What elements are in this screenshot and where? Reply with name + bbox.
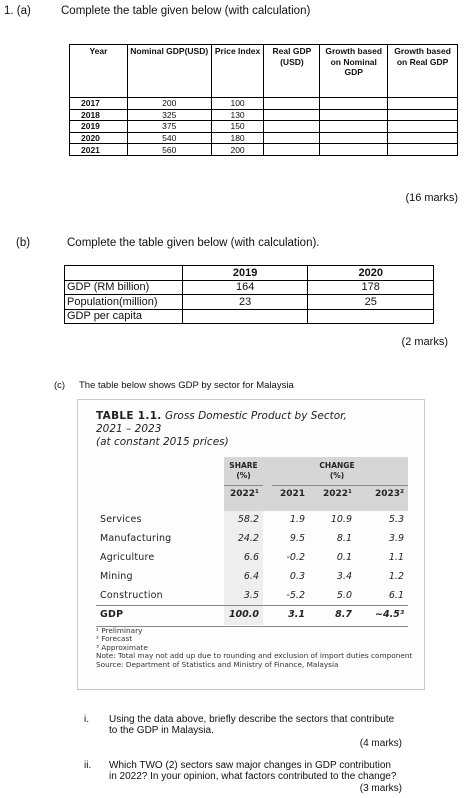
table-row xyxy=(96,587,408,606)
year-header-2023: 2023² xyxy=(375,489,404,499)
year-header-share: 2022¹ xyxy=(230,489,259,499)
year-header-2021: 2021 xyxy=(279,489,305,499)
question-number-1a: 1. (a) xyxy=(4,5,31,17)
value-2020: 25 xyxy=(308,295,434,310)
real-gdp-cell[interactable] xyxy=(264,109,320,121)
header-price-index: Price Index xyxy=(211,45,264,98)
header-year: Year xyxy=(70,45,128,98)
marks-c-i: (4 marks) xyxy=(359,738,402,749)
growth-real-cell[interactable] xyxy=(388,121,458,133)
header-nominal-gdp: Nominal GDP(USD) xyxy=(127,45,211,98)
table-1b xyxy=(64,265,434,324)
price-cell: 180 xyxy=(211,132,264,144)
table-row xyxy=(70,109,458,121)
share-value: 100.0 xyxy=(228,609,259,620)
change-2022: 3.4 xyxy=(336,571,352,582)
change-2021: -5.2 xyxy=(286,590,305,601)
subquestion-ii-line1: Which TWO (2) sectors saw major changes in GDP contribution xyxy=(109,760,391,771)
price-cell: 200 xyxy=(211,144,264,156)
growth-nominal-cell[interactable] xyxy=(320,121,388,133)
note-rounding: Note: Total may not add up due to rounding and exclusion of import duties component xyxy=(96,651,413,661)
change-2022: 10.9 xyxy=(330,514,352,525)
marks-1a: (16 marks) xyxy=(405,192,458,204)
table-row xyxy=(70,121,458,133)
header-blank xyxy=(65,266,183,281)
table-row xyxy=(65,280,434,295)
share-header-rule xyxy=(224,485,263,486)
change-2022: 8.7 xyxy=(335,609,352,620)
table-row xyxy=(96,549,408,568)
sector-name: GDP xyxy=(100,609,124,620)
value-2020[interactable] xyxy=(308,309,434,324)
change-2023: ~4.5³ xyxy=(375,609,404,620)
change-2021: 9.5 xyxy=(289,533,305,544)
share-value: 24.2 xyxy=(237,533,259,544)
growth-real-cell[interactable] xyxy=(388,144,458,156)
nominal-cell: 560 xyxy=(127,144,211,156)
question-title-1b: Complete the table given below (with calculation). xyxy=(67,237,320,249)
change-2023: 5.3 xyxy=(388,514,404,525)
growth-real-cell[interactable] xyxy=(388,98,458,110)
share-value: 3.5 xyxy=(243,590,259,601)
question-intro-1c: The table below shows GDP by sector for Malaysia xyxy=(79,380,294,391)
growth-real-cell[interactable] xyxy=(388,132,458,144)
header-2019: 2019 xyxy=(182,266,308,281)
question-number-1b: (b) xyxy=(16,237,31,249)
change-2023: 6.1 xyxy=(388,590,404,601)
value-2019: 164 xyxy=(182,280,308,295)
price-cell: 130 xyxy=(211,109,264,121)
change-2022: 8.1 xyxy=(336,533,352,544)
nominal-cell: 540 xyxy=(127,132,211,144)
header-growth-real: Growth based on Real GDP xyxy=(388,45,458,98)
table-row xyxy=(65,295,434,310)
share-header-unit: (%) xyxy=(236,471,251,480)
change-header xyxy=(301,461,373,481)
table-header-row xyxy=(65,266,434,281)
real-gdp-cell[interactable] xyxy=(264,98,320,110)
year-cell: 2017 xyxy=(70,98,128,110)
marks-c-ii: (3 marks) xyxy=(359,783,402,794)
year-cell: 2019 xyxy=(70,121,128,133)
header-real-gdp: Real GDP (USD) xyxy=(264,45,320,98)
year-cell: 2020 xyxy=(70,132,128,144)
change-2022: 0.1 xyxy=(336,552,352,563)
table-row xyxy=(96,530,408,549)
note-preliminary: ¹ Preliminary xyxy=(96,626,143,635)
table-row-total xyxy=(96,606,408,625)
growth-nominal-cell[interactable] xyxy=(320,144,388,156)
real-gdp-cell[interactable] xyxy=(264,121,320,133)
year-cell: 2018 xyxy=(70,109,128,121)
table-row xyxy=(70,144,458,156)
table-row xyxy=(96,568,408,587)
table-notes xyxy=(96,627,416,669)
change-2023: 1.2 xyxy=(388,571,404,582)
value-2019[interactable] xyxy=(182,309,308,324)
sector-name: Agriculture xyxy=(100,552,155,563)
share-header-label: SHARE xyxy=(229,461,258,470)
sector-name: Construction xyxy=(100,590,163,601)
price-cell: 100 xyxy=(211,98,264,110)
row-label: Population(million) xyxy=(65,295,183,310)
growth-nominal-cell[interactable] xyxy=(320,98,388,110)
subquestion-i-line1: Using the data above, briefly describe the sectors that contribute xyxy=(109,714,395,725)
subquestion-i-number: i. xyxy=(84,714,89,725)
subquestion-i xyxy=(109,714,409,736)
table-title-line2: 2021 – 2023 xyxy=(96,423,162,435)
nominal-cell: 375 xyxy=(127,121,211,133)
subquestion-i-line2: to the GDP in Malaysia. xyxy=(109,725,214,736)
change-2021: -0.2 xyxy=(286,552,305,563)
value-2020: 178 xyxy=(308,280,434,295)
growth-nominal-cell[interactable] xyxy=(320,132,388,144)
subquestion-ii-number: ii. xyxy=(84,760,92,771)
header-growth-nominal: Growth based on Nominal GDP xyxy=(320,45,388,98)
change-header-rule xyxy=(272,485,408,486)
table-row xyxy=(70,98,458,110)
table-title-line3: (at constant 2015 prices) xyxy=(96,436,229,448)
marks-1b: (2 marks) xyxy=(401,336,448,348)
table-title-line1: Gross Domestic Product by Sector, xyxy=(164,410,347,422)
share-value: 58.2 xyxy=(237,514,259,525)
table-label: TABLE 1.1. xyxy=(96,410,162,422)
real-gdp-cell[interactable] xyxy=(264,132,320,144)
price-cell: 150 xyxy=(211,121,264,133)
change-2022: 5.0 xyxy=(336,590,352,601)
real-gdp-cell[interactable] xyxy=(264,144,320,156)
year-header-2022: 2022¹ xyxy=(323,489,352,499)
gdp-table-title xyxy=(96,410,347,449)
share-header xyxy=(224,461,263,481)
change-2021: 0.3 xyxy=(289,571,305,582)
change-header-unit: (%) xyxy=(329,471,345,480)
change-2023: 1.1 xyxy=(388,552,404,563)
sector-name: Manufacturing xyxy=(100,533,172,544)
gdp-by-sector-figure xyxy=(77,399,425,690)
table-header-row xyxy=(70,45,458,98)
question-title-1a: Complete the table given below (with calculation) xyxy=(61,5,311,17)
table-row xyxy=(65,309,434,324)
row-label: GDP (RM billion) xyxy=(65,280,183,295)
total-rule xyxy=(96,605,408,606)
share-value: 6.6 xyxy=(243,552,259,563)
row-label: GDP per capita xyxy=(65,309,183,324)
change-2021: 3.1 xyxy=(288,609,305,620)
growth-nominal-cell[interactable] xyxy=(320,109,388,121)
share-value: 6.4 xyxy=(243,571,259,582)
nominal-cell: 200 xyxy=(127,98,211,110)
subquestion-ii-line2: in 2022? In your opinion, what factors contributed to the change? xyxy=(109,771,397,782)
sector-name: Mining xyxy=(100,571,133,582)
value-2019: 23 xyxy=(182,295,308,310)
change-2021: 1.9 xyxy=(289,514,305,525)
note-source: Source: Department of Statistics and Ministry of Finance, Malaysia xyxy=(96,659,339,669)
table-row xyxy=(70,132,458,144)
note-forecast: ² Forecast xyxy=(96,634,133,644)
year-cell: 2021 xyxy=(70,144,128,156)
subquestion-ii xyxy=(109,760,419,782)
nominal-cell: 325 xyxy=(127,109,211,121)
header-2020: 2020 xyxy=(308,266,434,281)
question-number-1c: (c) xyxy=(54,380,66,391)
change-header-label: CHANGE xyxy=(319,461,355,470)
growth-real-cell[interactable] xyxy=(388,109,458,121)
table-1a xyxy=(69,44,458,156)
note-approximate: ³ Approximate xyxy=(96,642,148,652)
sector-name: Services xyxy=(100,514,142,525)
change-2023: 3.9 xyxy=(388,533,404,544)
table-row xyxy=(96,511,408,530)
